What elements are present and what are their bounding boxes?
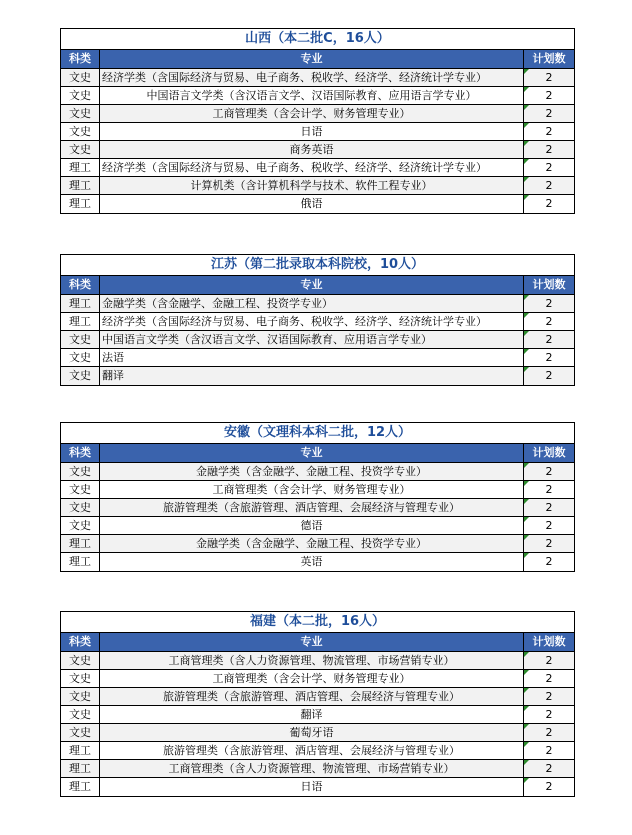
cell-count: 2: [524, 688, 574, 705]
cell-major: 经济学类（含国际经济与贸易、电子商务、税收学、经济学、经济统计学专业）: [100, 313, 524, 330]
cell-major: 旅游管理类（含旅游管理、酒店管理、会展经济与管理专业）: [100, 499, 524, 516]
cell-marker-icon: [524, 742, 529, 747]
header-major: 专业: [100, 276, 524, 294]
table-row: [61, 331, 574, 349]
cell-category: 文史: [61, 367, 100, 385]
table-row: [61, 499, 574, 517]
cell-category: 文史: [61, 652, 100, 669]
cell-category: 文史: [61, 123, 100, 140]
table-title: 山西（本二批C，16人）: [61, 29, 574, 50]
cell-count: 2: [524, 295, 574, 312]
table-row: [61, 295, 574, 313]
table-row: [61, 313, 574, 331]
header-count: 计划数: [532, 446, 566, 459]
cell-count: 2: [524, 535, 574, 552]
header-count: 计划数: [532, 635, 566, 648]
cell-count: 2: [524, 141, 574, 158]
cell-count: 2: [524, 69, 574, 86]
table-row: [61, 553, 574, 571]
table-row: [61, 69, 574, 87]
cell-category: 文史: [61, 463, 100, 480]
cell-marker-icon: [524, 349, 529, 354]
table-row: [61, 742, 574, 760]
cell-major: 法语: [100, 349, 524, 366]
cell-marker-icon: [524, 195, 529, 200]
header-row: [61, 276, 574, 295]
cell-major: 工商管理类（含人力资源管理、物流管理、市场营销专业）: [100, 760, 524, 777]
cell-major: 德语: [100, 517, 524, 534]
table-row: [61, 652, 574, 670]
header-category: 科类: [61, 444, 100, 462]
table-row: [61, 517, 574, 535]
cell-marker-icon: [524, 159, 529, 164]
table-jiangsu: [60, 254, 575, 386]
cell-marker-icon: [524, 652, 529, 657]
cell-category: 理工: [61, 742, 100, 759]
cell-marker-icon: [524, 553, 529, 558]
table-row: [61, 724, 574, 742]
cell-major: 工商管理类（含会计学、财务管理专业）: [100, 481, 524, 498]
table-anhui: [60, 422, 575, 572]
cell-major: 葡萄牙语: [100, 724, 524, 741]
cell-count: 2: [524, 670, 574, 687]
cell-count: 2: [524, 123, 574, 140]
cell-marker-icon: [524, 331, 529, 336]
cell-count: 2: [524, 760, 574, 777]
cell-category: 理工: [61, 159, 100, 176]
table-fujian: [60, 611, 575, 797]
cell-count: 2: [524, 159, 574, 176]
table-title: 安徽（文理科本科二批，12人）: [61, 423, 574, 444]
cell-marker-icon: [524, 87, 529, 92]
cell-category: 理工: [61, 778, 100, 796]
table-row: [61, 349, 574, 367]
cell-major: 翻译: [100, 706, 524, 723]
cell-major: 工商管理类（含会计学、财务管理专业）: [100, 105, 524, 122]
cell-category: 文史: [61, 331, 100, 348]
cell-count: 2: [524, 313, 574, 330]
cell-major: 经济学类（含国际经济与贸易、电子商务、税收学、经济学、经济统计学专业）: [100, 69, 524, 86]
cell-category: 文史: [61, 688, 100, 705]
cell-major: 商务英语: [100, 141, 524, 158]
table-row: [61, 535, 574, 553]
cell-major: 旅游管理类（含旅游管理、酒店管理、会展经济与管理专业）: [100, 688, 524, 705]
cell-marker-icon: [524, 69, 529, 74]
cell-major: 日语: [100, 123, 524, 140]
header-row: [61, 633, 574, 652]
cell-count: 2: [524, 331, 574, 348]
cell-category: 文史: [61, 481, 100, 498]
header-category: 科类: [61, 276, 100, 294]
cell-marker-icon: [524, 670, 529, 675]
cell-marker-icon: [524, 177, 529, 182]
cell-count: 2: [524, 742, 574, 759]
header-count: 计划数: [532, 278, 566, 291]
header-major: 专业: [100, 633, 524, 651]
cell-marker-icon: [524, 535, 529, 540]
cell-category: 文史: [61, 499, 100, 516]
table-row: [61, 463, 574, 481]
table-title: 福建（本二批，16人）: [61, 612, 574, 633]
table-row: [61, 105, 574, 123]
table-row: [61, 141, 574, 159]
cell-count: 2: [524, 481, 574, 498]
cell-count: 2: [524, 195, 574, 213]
cell-category: 文史: [61, 69, 100, 86]
table-row: [61, 688, 574, 706]
cell-count: 2: [524, 349, 574, 366]
cell-major: 日语: [100, 778, 524, 796]
cell-marker-icon: [524, 706, 529, 711]
cell-category: 文史: [61, 141, 100, 158]
table-row: [61, 760, 574, 778]
cell-count: 2: [524, 724, 574, 741]
cell-category: 理工: [61, 760, 100, 777]
cell-category: 文史: [61, 349, 100, 366]
cell-marker-icon: [524, 463, 529, 468]
cell-count: 2: [524, 499, 574, 516]
header-count: 计划数: [532, 52, 566, 65]
table-row: [61, 706, 574, 724]
cell-count: 2: [524, 463, 574, 480]
cell-count: 2: [524, 553, 574, 571]
cell-major: 中国语言文学类（含汉语言文学、汉语国际教育、应用语言学专业）: [100, 87, 524, 104]
table-row: [61, 367, 574, 385]
table-row: [61, 87, 574, 105]
cell-category: 理工: [61, 195, 100, 213]
cell-marker-icon: [524, 105, 529, 110]
table-shanxi: [60, 28, 575, 214]
table-row: [61, 778, 574, 796]
cell-category: 文史: [61, 724, 100, 741]
cell-major: 计算机类（含计算机科学与技术、软件工程专业）: [100, 177, 524, 194]
cell-count: 2: [524, 105, 574, 122]
cell-marker-icon: [524, 313, 529, 318]
cell-category: 文史: [61, 105, 100, 122]
table-row: [61, 670, 574, 688]
cell-marker-icon: [524, 724, 529, 729]
cell-major: 经济学类（含国际经济与贸易、电子商务、税收学、经济学、经济统计学专业）: [100, 159, 524, 176]
cell-major: 金融学类（含金融学、金融工程、投资学专业）: [100, 535, 524, 552]
cell-major: 翻译: [100, 367, 524, 385]
cell-category: 文史: [61, 670, 100, 687]
cell-marker-icon: [524, 141, 529, 146]
cell-count: 2: [524, 706, 574, 723]
cell-category: 理工: [61, 535, 100, 552]
cell-count: 2: [524, 87, 574, 104]
header-category: 科类: [61, 633, 100, 651]
cell-marker-icon: [524, 295, 529, 300]
header-major: 专业: [100, 444, 524, 462]
cell-major: 英语: [100, 553, 524, 571]
cell-category: 文史: [61, 517, 100, 534]
cell-marker-icon: [524, 123, 529, 128]
cell-major: 金融学类（含金融学、金融工程、投资学专业）: [100, 463, 524, 480]
cell-marker-icon: [524, 499, 529, 504]
cell-count: 2: [524, 652, 574, 669]
cell-major: 俄语: [100, 195, 524, 213]
cell-category: 文史: [61, 87, 100, 104]
cell-marker-icon: [524, 760, 529, 765]
cell-marker-icon: [524, 688, 529, 693]
header-major: 专业: [100, 50, 524, 68]
cell-count: 2: [524, 177, 574, 194]
cell-major: 金融学类（含金融学、金融工程、投资学专业）: [100, 295, 524, 312]
cell-count: 2: [524, 367, 574, 385]
table-row: [61, 123, 574, 141]
cell-major: 中国语言文学类（含汉语言文学、汉语国际教育、应用语言学专业）: [100, 331, 524, 348]
cell-category: 文史: [61, 706, 100, 723]
cell-category: 理工: [61, 313, 100, 330]
cell-marker-icon: [524, 778, 529, 783]
cell-marker-icon: [524, 367, 529, 372]
cell-category: 理工: [61, 295, 100, 312]
cell-count: 2: [524, 778, 574, 796]
cell-major: 工商管理类（含人力资源管理、物流管理、市场营销专业）: [100, 652, 524, 669]
cell-major: 工商管理类（含会计学、财务管理专业）: [100, 670, 524, 687]
cell-category: 理工: [61, 553, 100, 571]
cell-count: 2: [524, 517, 574, 534]
table-row: [61, 195, 574, 213]
header-category: 科类: [61, 50, 100, 68]
header-row: [61, 50, 574, 69]
cell-marker-icon: [524, 481, 529, 486]
cell-major: 旅游管理类（含旅游管理、酒店管理、会展经济与管理专业）: [100, 742, 524, 759]
cell-marker-icon: [524, 517, 529, 522]
table-title: 江苏（第二批录取本科院校，10人）: [61, 255, 574, 276]
cell-category: 理工: [61, 177, 100, 194]
header-row: [61, 444, 574, 463]
table-row: [61, 177, 574, 195]
table-row: [61, 159, 574, 177]
table-row: [61, 481, 574, 499]
